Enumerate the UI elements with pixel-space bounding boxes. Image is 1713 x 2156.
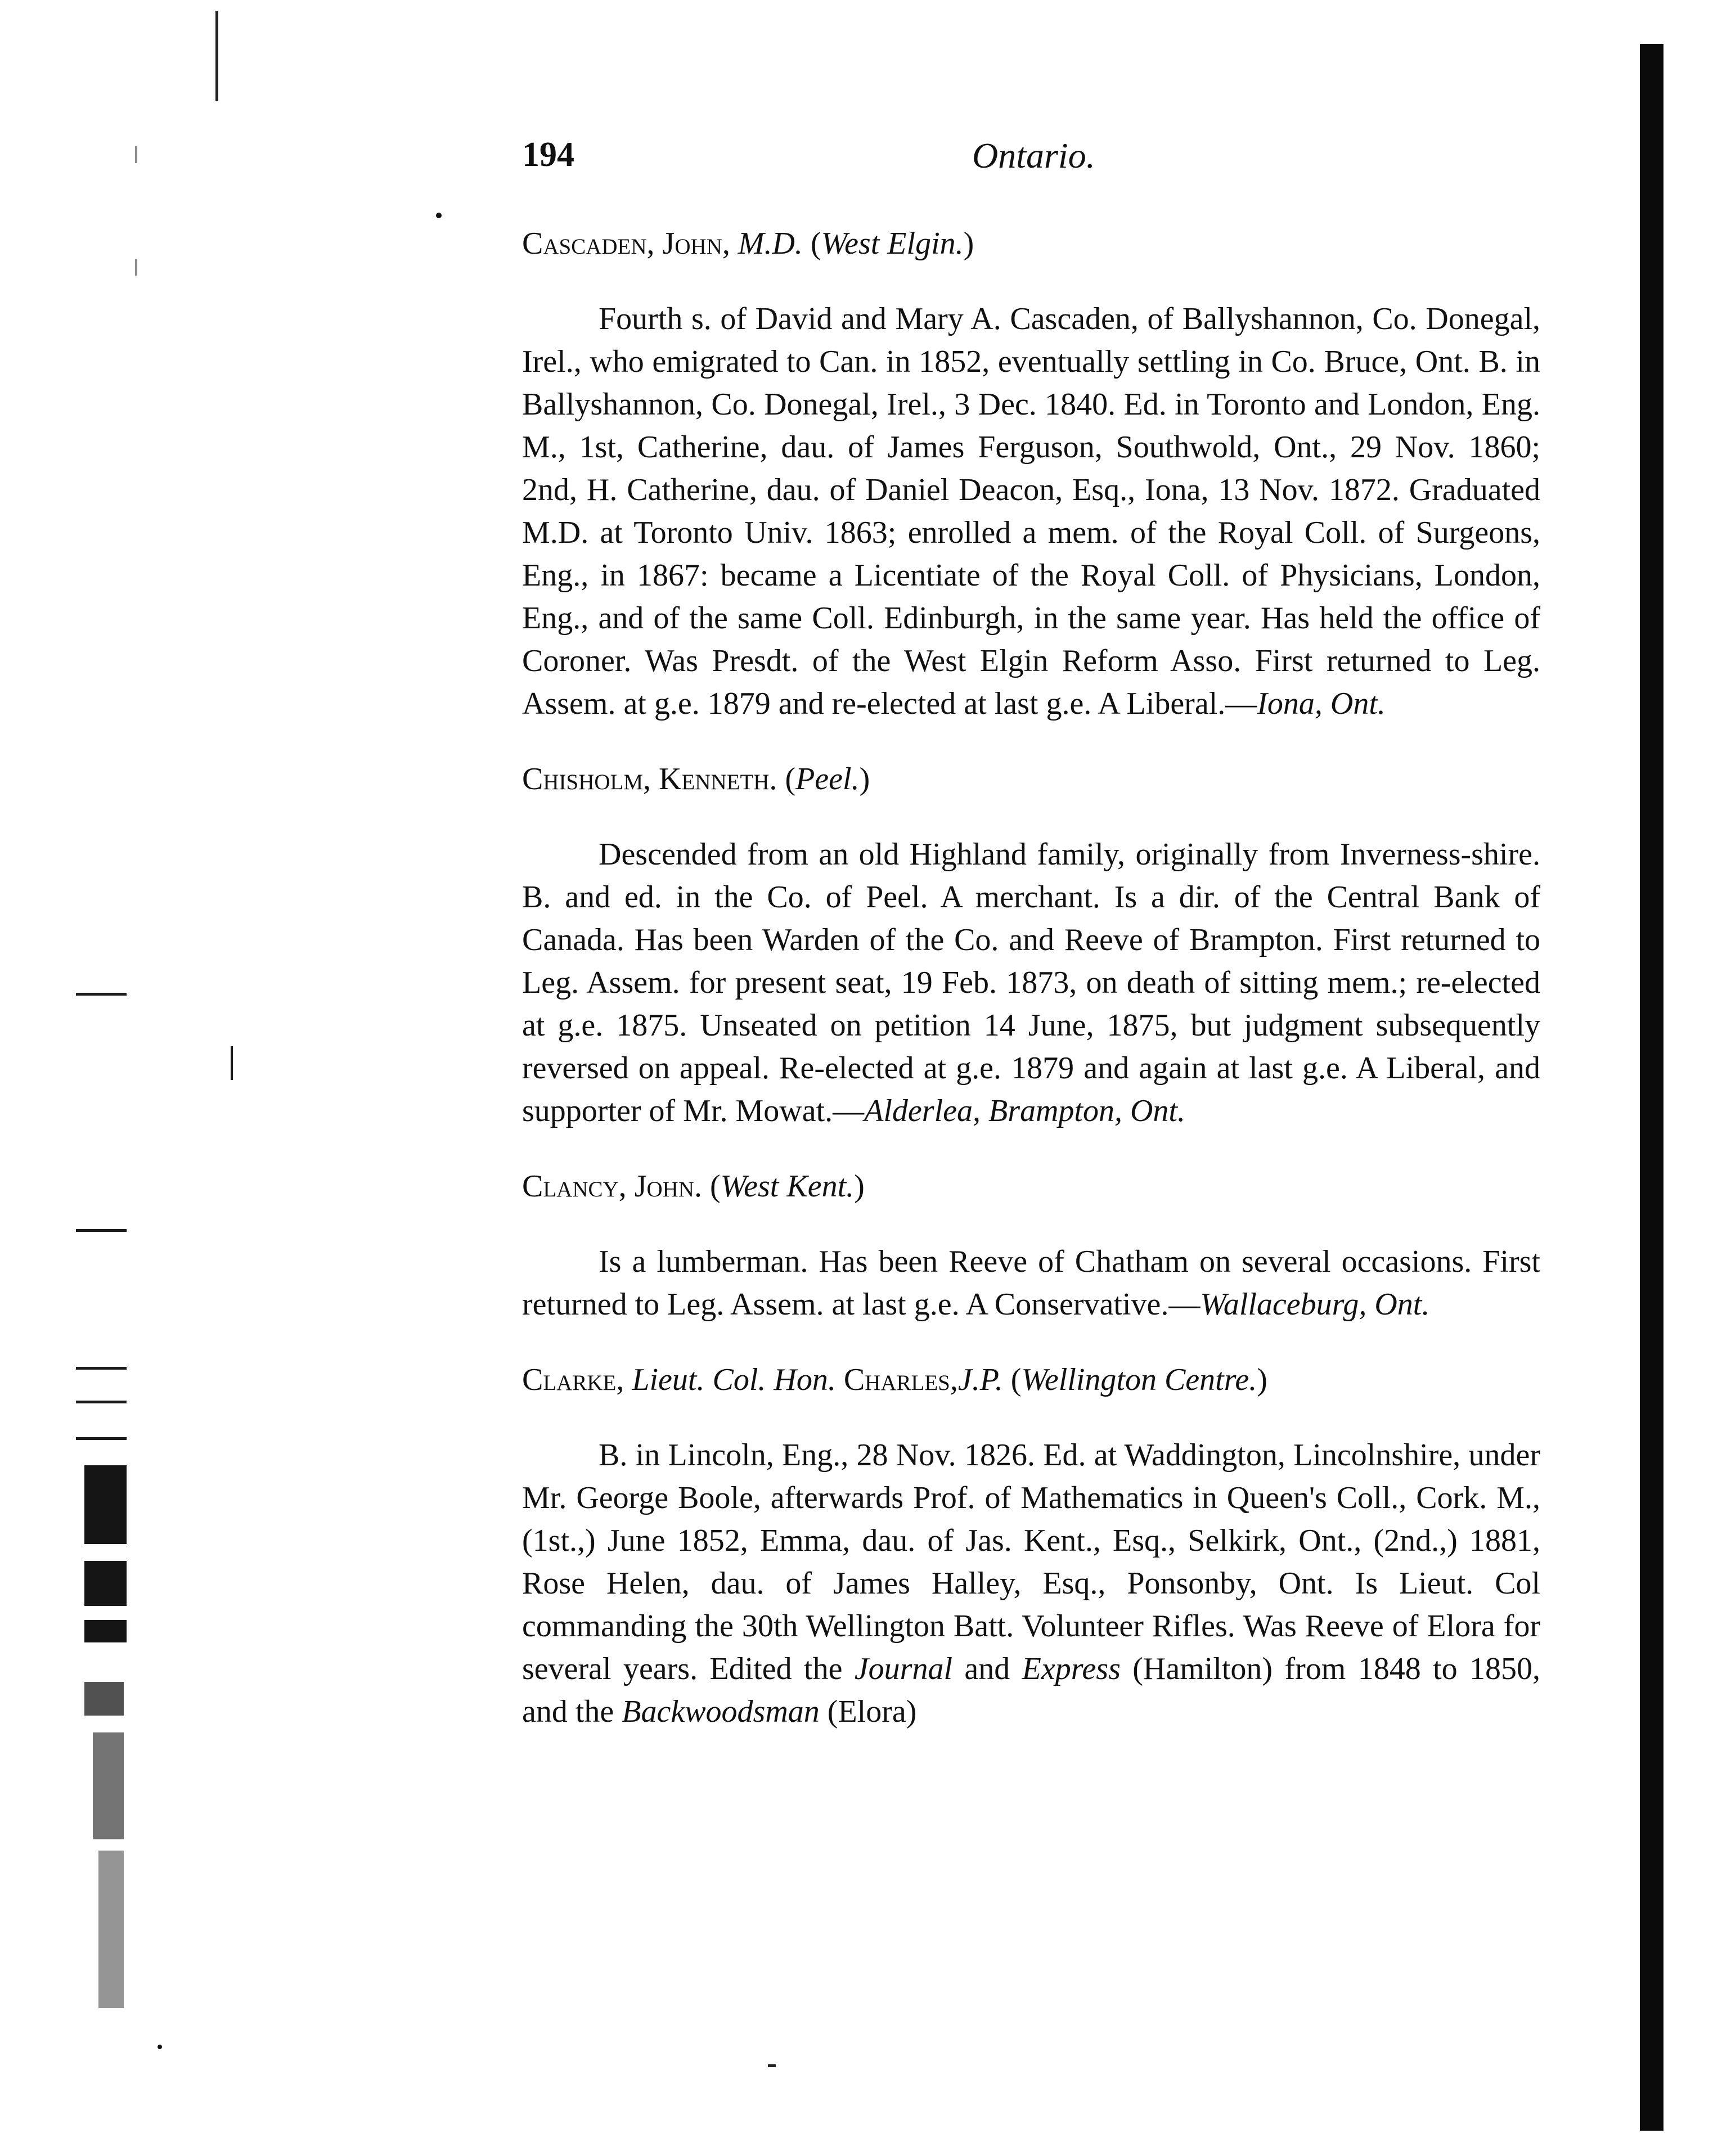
entry-body: [522, 1434, 1540, 1733]
entry-constituency-open: (: [777, 762, 796, 796]
entry-surname: Clarke,: [522, 1362, 624, 1397]
entry-constituency-close: ): [1257, 1362, 1267, 1397]
publication-title: Backwoodsman: [622, 1694, 820, 1729]
margin-smudge: [84, 1465, 127, 1544]
entry-heading: [522, 1165, 1540, 1208]
running-head: Ontario.: [972, 136, 1095, 175]
entry-surname: Cascaden,: [522, 226, 655, 261]
margin-mark: [76, 1229, 127, 1232]
entry-body: [522, 298, 1540, 725]
entry-rank-suffix: J.P.: [957, 1362, 1003, 1397]
margin-smudge: [84, 1620, 127, 1642]
entry-body-text: (Elora): [819, 1694, 917, 1729]
margin-mark: [76, 1437, 127, 1440]
margin-smudge: [84, 1561, 127, 1606]
entry-address: Alderlea, Brampton, Ont.: [864, 1093, 1185, 1128]
page-header: [522, 135, 1535, 186]
page-number: 194: [522, 136, 574, 174]
entry-surname: Clancy,: [522, 1169, 627, 1204]
entry-body-text: and: [952, 1651, 1022, 1686]
entry-body-text: Descended from an old Highland family, originally from Inverness-shire. B. and ed. in the Co. of Peel. A merchant. Is a dir. of the Central Bank of Canada. Has been Warden of the Co. and Reeve of Brampton. First returned to Leg. Assem. for present seat, 19 Feb. 1873, on death of sitting mem.; re-elected at g.e. 1875. Unseated on petition 14 June, 1875, but judgment subsequently reversed on appeal. Re-elected at g.e. 1879 and again at last g.e. A Liberal, and supporter of Mr. Mowat.—: [522, 837, 1540, 1128]
entry-constituency-close: ): [859, 762, 870, 796]
scan-edge-bar: [1640, 44, 1663, 2131]
entry-body-text: Fourth s. of David and Mary A. Cascaden, of Ballyshannon, Co. Donegal, Irel., who emigrated to Can. in 1852, eventually settling in Co. Bruce, Ont. B. in Ballyshannon, Co. Donegal, Irel., 3 Dec. 1840. Ed. in Toronto and London, Eng. M., 1st, Catherine, dau. of James Ferguson, Southwold, Ont., 29 Nov. 1860; 2nd, H. Catherine, dau. of Daniel Deacon, Esq., Iona, 13 Nov. 1872. Graduated M.D. at Toronto Univ. 1863; enrolled a mem. of the Royal Coll. of Surgeons, Eng., in 1867: became a Licentiate of the Royal Coll. of Physicians, London, Eng., and of the same Coll. Edinburgh, in the same year. Has held the office of Coroner. Was Presdt. of the West Elgin Reform Asso. First returned to Leg. Assem. at g.e. 1879 and re-elected at last g.e. A Liberal.—: [522, 301, 1540, 721]
entry-address: Wallaceburg, Ont.: [1200, 1287, 1430, 1322]
entry-body-text: (Hamilton) from 1848 to 1850, and the: [522, 1651, 1540, 1729]
publication-title: Journal: [854, 1651, 953, 1686]
margin-mark: [76, 1367, 127, 1370]
entry-heading: [522, 758, 1540, 800]
entry-given-name: Kenneth.: [651, 762, 777, 796]
entry-constituency: Wellington Centre.: [1021, 1362, 1257, 1397]
entry-surname: Chisholm,: [522, 762, 651, 796]
entry-chisholm: [522, 758, 1540, 1132]
entry-constituency-open: (: [702, 1169, 721, 1204]
margin-tick: [135, 146, 137, 163]
entry-constituency-close: ): [854, 1169, 865, 1204]
margin-smudge: [93, 1732, 124, 1839]
publication-title: Express: [1022, 1651, 1121, 1686]
margin-smudge: [98, 1851, 124, 2008]
entry-clarke: [522, 1358, 1540, 1733]
entry-body-text: B. in Lincoln, Eng., 28 Nov. 1826. Ed. at Waddington, Lincolnshire, under Mr. George Boole, afterwards Prof. of Mathematics in Queen's Coll., Cork. M., (1st.,) June 1852, Emma, dau. of Jas. Kent., Esq., Selkirk, Ont., (2nd.,) 1881, Rose Helen, dau. of James Halley, Esq., Ponsonby, Ont. Is Lieut. Col commanding the 30th Wellington Batt. Volunteer Rifles. Was Reeve of Elora for several years. Edited the: [522, 1438, 1540, 1686]
footer-mark: [768, 2064, 776, 2067]
entry-constituency: Peel.: [795, 762, 860, 796]
entry-rank: M.D.: [730, 226, 803, 261]
entry-given-name: John.: [626, 1169, 702, 1204]
entry-constituency-open: (: [802, 226, 821, 261]
entry-heading: [522, 222, 1540, 265]
entry-body: [522, 833, 1540, 1132]
page-content: [522, 222, 1540, 1766]
entry-heading: [522, 1358, 1540, 1401]
entry-clancy: [522, 1165, 1540, 1326]
margin-smudge: [84, 1682, 124, 1716]
entry-given-name: Charles,: [835, 1362, 958, 1397]
margin-tick: [135, 259, 137, 276]
entry-cascaden: [522, 222, 1540, 725]
margin-mark: [76, 993, 127, 996]
entry-address: Iona, Ont.: [1257, 686, 1386, 721]
binding-line: [215, 11, 218, 101]
margin-mark: [76, 1401, 127, 1403]
entry-constituency: West Kent.: [720, 1169, 855, 1204]
entry-body: [522, 1240, 1540, 1326]
margin-tick: [231, 1046, 233, 1080]
ink-dot: [158, 2045, 162, 2049]
entry-rank: Lieut. Col. Hon.: [624, 1362, 836, 1397]
entry-given-name: John,: [654, 226, 730, 261]
entry-constituency-open: (: [1002, 1362, 1022, 1397]
entry-constituency: West Elgin.: [821, 226, 964, 261]
entry-body-text: Is a lumberman. Has been Reeve of Chatham on several occasions. First returned to Leg. Assem. at last g.e. A Conservative.—: [522, 1244, 1540, 1322]
entry-constituency-close: ): [963, 226, 974, 261]
ink-dot: [436, 213, 442, 218]
